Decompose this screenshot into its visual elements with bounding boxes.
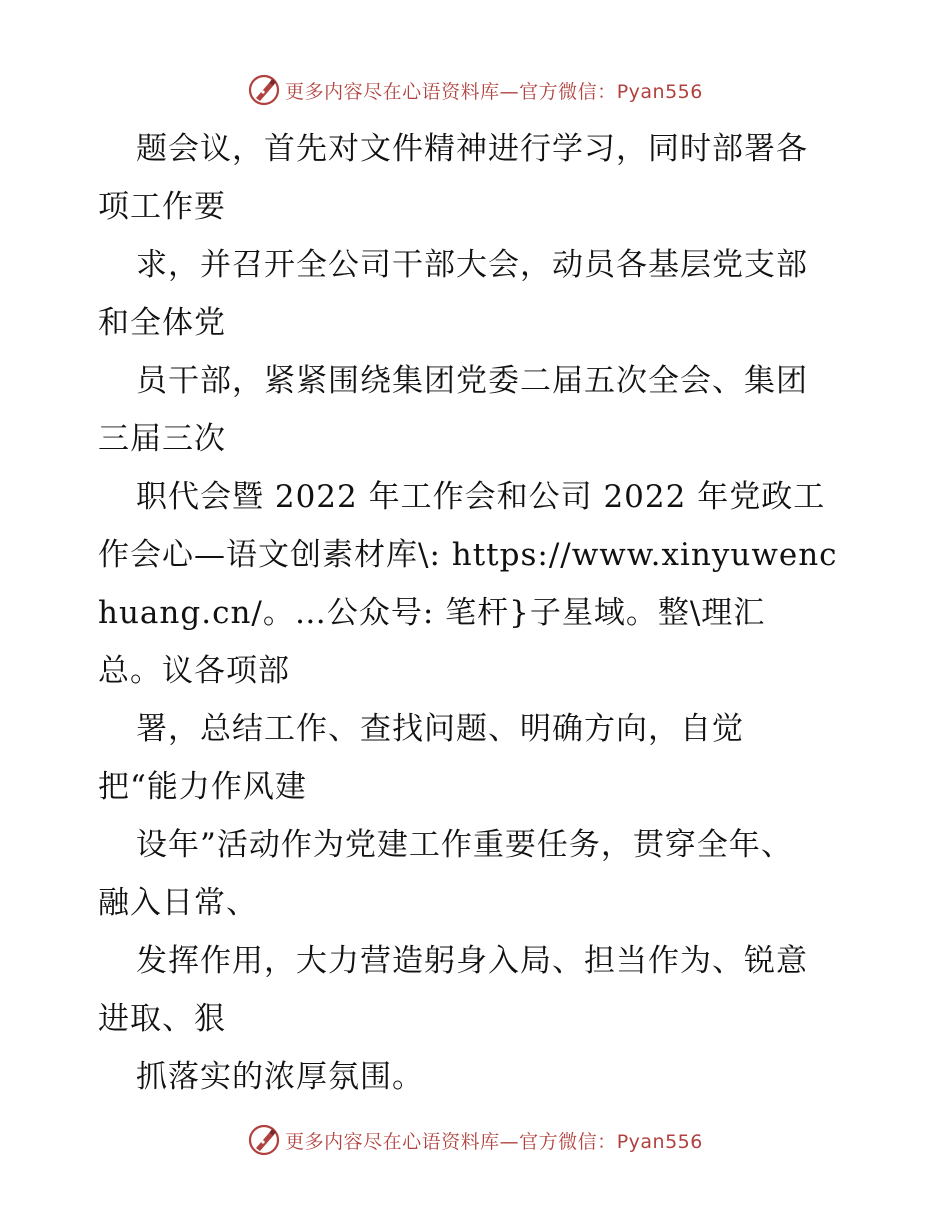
banner-wechat-label: 官方微信： [519,1130,617,1153]
text-line: 求，并召开全公司干部大会，动员各基层党支部 [136,247,808,283]
document-body [98,120,858,1106]
text-line: 设年”活动作为党建工作重要任务，贯穿全年、 [136,827,793,863]
banner-text [285,77,703,104]
text-line: 发挥作用，大力营造躬身入局、担当作为、锐意 [136,943,808,979]
pen-nib-logo-icon [247,73,281,107]
footer-banner [0,1120,950,1160]
banner-wechat-id: Pyan556 [616,1130,703,1153]
text-line: 把“能力作风建 [98,769,307,805]
pen-nib-logo-icon [247,1123,281,1157]
text-line: 融入日常、 [98,885,258,921]
text-line: 员干部，紧紧围绕集团党委二届五次全会、集团 [136,363,808,399]
banner-brand: 更多内容尽在心语资料库 [285,80,500,103]
text-line: huang.cn/。…公众号: 笔杆}子星域。整\理汇 [98,595,766,631]
text-line: 总。议各项部 [98,653,290,689]
banner-separator: — [499,1130,520,1153]
text-line: 题会议，首先对文件精神进行学习，同时部署各 [136,131,808,167]
banner-wechat-label: 官方微信： [519,80,617,103]
header-banner [0,70,950,110]
text-line: 职代会暨 2022 年工作会和公司 2022 年党政工 [136,479,826,515]
text-line: 项工作要 [98,189,226,225]
text-line: 三届三次 [98,421,226,457]
text-line: 署，总结工作、查找问题、明确方向，自觉 [136,711,744,747]
banner-separator: — [499,80,520,103]
text-line: 进取、狠 [98,1001,226,1037]
banner-wechat-id: Pyan556 [616,80,703,103]
text-line: 作会心—语文创素材库\: https://www.xinyuwenc [98,537,838,573]
text-line: 抓落实的浓厚氛围。 [136,1059,424,1095]
banner-brand: 更多内容尽在心语资料库 [285,1130,500,1153]
text-line: 和全体党 [98,305,226,341]
banner-text [285,1127,703,1154]
